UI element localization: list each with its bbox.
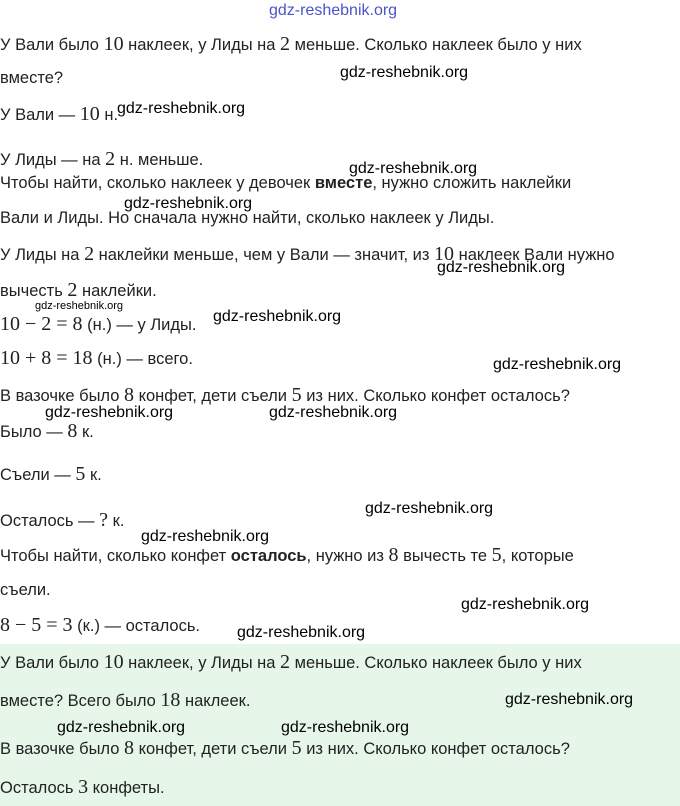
answer2-line1: В вазочке было 8 конфет, дети съели 5 из них. Сколько конфет осталось?	[0, 737, 570, 759]
answer2-line2: Осталось 3 конфеты.	[0, 776, 165, 798]
watermark: gdz-reshebnik.org	[141, 528, 270, 545]
task1-explanation2-line2: вычесть 2 наклейки.	[0, 279, 157, 301]
watermark: gdz-reshebnik.org	[213, 308, 342, 325]
watermark: gdz-reshebnik.org	[117, 100, 246, 117]
watermark: gdz-reshebnik.org	[124, 195, 253, 212]
task2-ostalos-count: Осталось — ? к.	[0, 509, 125, 531]
task1-explanation1-line2: Вали и Лиды. Но сначала нужно найти, сколько наклеек у Лиды.	[0, 209, 495, 227]
task1-vali-count: У Вали — 10 н.	[0, 103, 119, 125]
task2-calculation: 8 − 5 = 3 (к.) — осталось.	[0, 614, 201, 636]
task1-explanation1-line1: Чтобы найти, сколько наклеек у девочек вместе, нужно сложить наклейки	[0, 174, 572, 192]
task1-question-line1: У Вали было 10 наклеек, у Лиды на 2 меньше. Сколько наклеек было у них	[0, 33, 582, 55]
task1-question-line2: вместе?	[0, 69, 64, 87]
watermark: gdz-reshebnik.org	[269, 404, 398, 421]
task2-bylo-count: Было — 8 к.	[0, 420, 94, 442]
task2-question: В вазочке было 8 конфет, дети съели 5 из них. Сколько конфет осталось?	[0, 384, 570, 406]
watermark: gdz-reshebnik.org	[461, 596, 590, 613]
watermark: gdz-reshebnik.org	[493, 356, 622, 373]
task2-seli-count: Съели — 5 к.	[0, 463, 102, 485]
watermark: gdz-reshebnik.org	[35, 300, 124, 312]
watermark: gdz-reshebnik.org	[237, 624, 366, 641]
answer1-line1: У Вали было 10 наклеек, у Лиды на 2 меньше. Сколько наклеек было у них	[0, 651, 582, 673]
watermark: gdz-reshebnik.org	[45, 404, 174, 421]
task1-explanation2-line1: У Лиды на 2 наклейки меньше, чем у Вали — значит, из 10 наклеек Вали нужно	[0, 243, 615, 265]
task1-lidy-count: У Лиды — на 2 н. меньше.	[0, 148, 204, 170]
watermark: gdz-reshebnik.org	[57, 719, 186, 736]
task1-calculation1: 10 − 2 = 8 (н.) — у Лиды.	[0, 313, 197, 335]
watermark: gdz-reshebnik.org	[340, 64, 469, 81]
task2-explanation-line1: Чтобы найти, сколько конфет осталось, нужно из 8 вычесть те 5, которые	[0, 544, 574, 566]
site-header-watermark: gdz-reshebnik.org	[269, 2, 398, 19]
answer1-line2: вместе? Всего было 18 наклеек.	[0, 689, 251, 711]
watermark: gdz-reshebnik.org	[349, 160, 478, 177]
task2-explanation-line2: съели.	[0, 581, 51, 599]
watermark: gdz-reshebnik.org	[505, 691, 634, 708]
task1-calculation2: 10 + 8 = 18 (н.) — всего.	[0, 347, 193, 369]
watermark: gdz-reshebnik.org	[281, 719, 410, 736]
watermark: gdz-reshebnik.org	[365, 500, 494, 517]
watermark: gdz-reshebnik.org	[437, 259, 566, 276]
